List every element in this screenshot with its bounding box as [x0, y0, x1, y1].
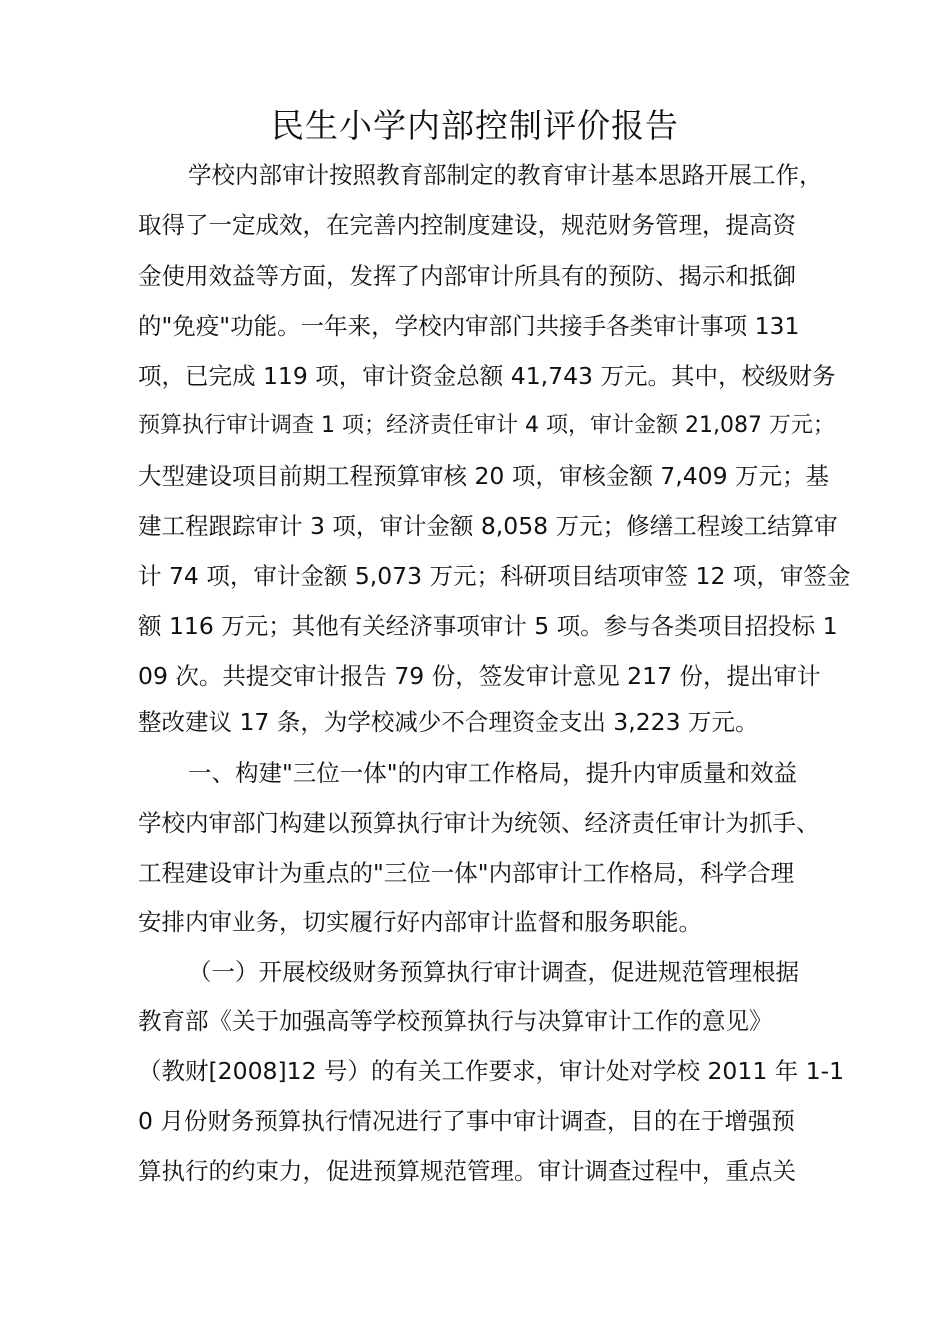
paragraph-line: 建工程跟踪审计 3 项，审计金额 8,058 万元；修缮工程竣工结算审 [138, 512, 838, 540]
paragraph-line: 整改建议 17 条，为学校减少不合理资金支出 3,223 万元。 [138, 708, 759, 736]
paragraph-line: 额 116 万元；其他有关经济事项审计 5 项。参与各类项目招投标 1 [138, 612, 838, 640]
paragraph-line: 09 次。共提交审计报告 79 份，签发审计意见 217 份，提出审计 [138, 662, 821, 690]
paragraph-line: 项，已完成 119 项，审计资金总额 41,743 万元。其中，校级财务 [138, 362, 836, 390]
paragraph-line: 0 月份财务预算执行情况进行了事中审计调查，目的在于增强预 [138, 1107, 795, 1135]
paragraph-line: 计 74 项，审计金额 5,073 万元；科研项目结项审签 12 项，审签金 [138, 562, 851, 590]
paragraph-line: 安排内审业务，切实履行好内部审计监督和服务职能。 [138, 908, 702, 936]
paragraph-line: 算执行的约束力，促进预算规范管理。审计调查过程中，重点关 [138, 1157, 796, 1185]
paragraph-line: 教育部《关于加强高等学校预算执行与决算审计工作的意见》 [138, 1007, 773, 1035]
paragraph-line: （教财[2008]12 号）的有关工作要求，审计处对学校 2011 年 1-1 [138, 1057, 845, 1085]
paragraph-line: 工程建设审计为重点的"三位一体"内部审计工作格局，科学合理 [138, 859, 795, 887]
paragraph-line: 取得了一定成效，在完善内控制度建设，规范财务管理，提高资 [138, 211, 796, 239]
paragraph-line: 大型建设项目前期工程预算审核 20 项，审核金额 7,409 万元；基 [138, 462, 830, 490]
paragraph-line: 金使用效益等方面，发挥了内部审计所具有的预防、揭示和抵御 [138, 262, 796, 290]
paragraph-line: 学校内部审计按照教育部制定的教育审计基本思路开展工作， [188, 161, 823, 189]
section-heading: 一、构建"三位一体"的内审工作格局，提升内审质量和效益 [188, 759, 798, 787]
paragraph-line: 的"免疫"功能。一年来，学校内审部门共接手各类审计事项 131 [138, 312, 800, 340]
paragraph-line: 预算执行审计调查 1 项；经济责任审计 4 项，审计金额 21,087 万元； [138, 413, 835, 438]
document-title: 民生小学内部控制评价报告 [271, 106, 679, 145]
subsection-heading: （一）开展校级财务预算执行审计调查，促进规范管理根据 [188, 958, 799, 986]
paragraph-line: 学校内审部门构建以预算执行审计为统领、经济责任审计为抓手、 [138, 809, 820, 837]
